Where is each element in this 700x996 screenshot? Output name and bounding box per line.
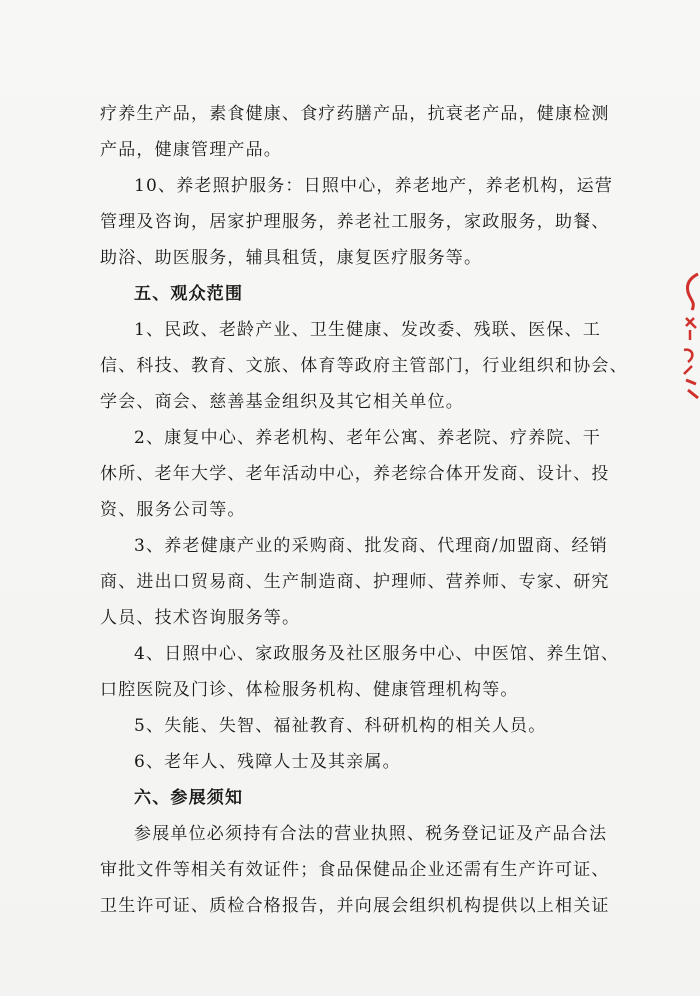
text-line: 卫生许可证、质检合格报告，并向展会组织机构提供以上相关证 <box>100 896 610 916</box>
text-line: 信、科技、教育、文旅、体育等政府主管部门，行业组织和协会、 <box>100 356 628 376</box>
paragraph-audience-5 <box>100 708 660 744</box>
text-line: 参展单位必须持有合法的营业执照、税务登记证及产品合法 <box>134 824 608 844</box>
text-line: 休所、老年大学、老年活动中心，养老综合体开发商、设计、投 <box>100 464 610 484</box>
paragraph-audience-3 <box>100 528 660 636</box>
text-line: 疗养生产品，素食健康、食疗药膳产品，抗衰老产品，健康检测 <box>100 104 610 124</box>
paragraph-audience-4 <box>100 636 660 708</box>
paragraph-audience-1 <box>100 312 660 420</box>
section-heading-audience: 五、观众范围 <box>134 284 244 304</box>
text-line: 2、康复中心、养老机构、老年公寓、养老院、疗养院、干 <box>134 428 602 448</box>
text-line: 审批文件等相关有效证件；食品保健品企业还需有生产许可证、 <box>100 860 610 880</box>
document-body <box>100 96 660 924</box>
text-line: 10、养老照护服务：日照中心，养老地产，养老机构，运营 <box>134 176 614 196</box>
text-line: 6、老年人、残障人士及其亲属。 <box>134 752 401 772</box>
paragraph-item-10 <box>100 168 660 276</box>
text-line: 管理及咨询，居家护理服务，养老社工服务，家政服务，助餐、 <box>100 212 610 232</box>
text-line: 学会、商会、慈善基金组织及其它相关单位。 <box>100 392 464 412</box>
text-line: 商、进出口贸易商、生产制造商、护理师、营养师、专家、研究 <box>100 572 610 592</box>
text-line: 1、民政、老龄产业、卫生健康、发改委、残联、医保、工 <box>134 320 602 340</box>
text-line: 口腔医院及门诊、体检服务机构、健康管理机构等。 <box>100 680 519 700</box>
paragraph-products-continued <box>100 96 660 168</box>
text-line: 产品，健康管理产品。 <box>100 140 282 160</box>
red-seal-fragment-icon <box>678 270 700 400</box>
text-line: 助浴、助医服务，辅具租赁，康复医疗服务等。 <box>100 248 483 268</box>
paragraph-audience-6 <box>100 744 660 780</box>
text-line: 资、服务公司等。 <box>100 500 246 520</box>
section-heading-exhibitor-notice: 六、参展须知 <box>134 788 244 808</box>
paragraph-exhibitor-notice <box>100 816 660 924</box>
paragraph-audience-2 <box>100 420 660 528</box>
text-line: 4、日照中心、家政服务及社区服务中心、中医馆、养生馆、 <box>134 644 620 664</box>
text-line: 3、养老健康产业的采购商、批发商、代理商/加盟商、经销 <box>134 536 608 556</box>
text-line: 人员、技术咨询服务等。 <box>100 608 301 628</box>
text-line: 5、失能、失智、福祉教育、科研机构的相关人员。 <box>134 716 547 736</box>
